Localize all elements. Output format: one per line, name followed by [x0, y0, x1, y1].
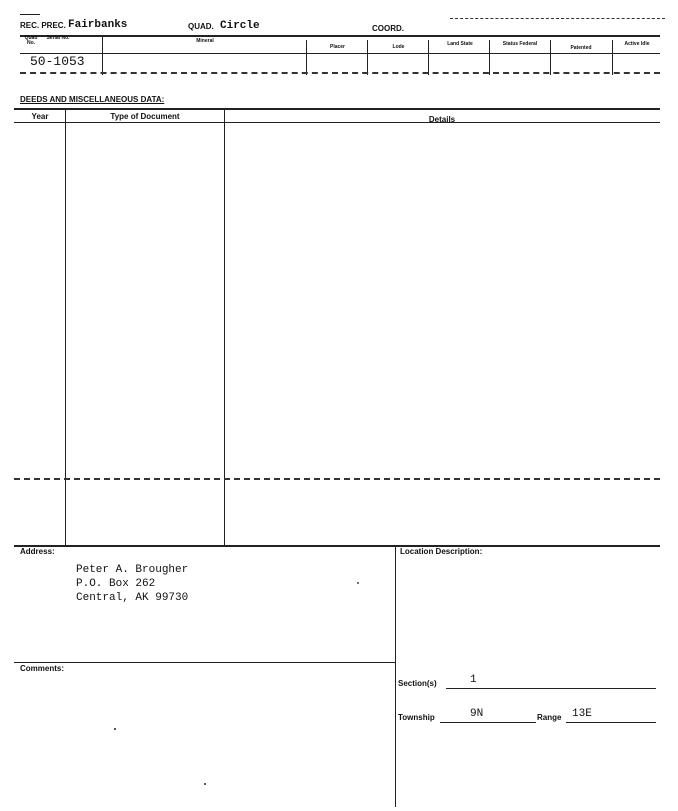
- vline-land: [428, 40, 429, 75]
- col-details: Details: [428, 115, 456, 124]
- township-underline: [440, 722, 536, 723]
- comments-label: Comments:: [20, 664, 65, 673]
- vline-status: [489, 40, 490, 75]
- location-description-label: Location Description:: [400, 547, 483, 556]
- rec-prec-value: Fairbanks: [68, 19, 128, 31]
- vline-year: [65, 108, 66, 546]
- col-serial-no: Serial No.: [46, 35, 70, 41]
- sections-value: 1: [470, 674, 477, 686]
- sections-label: Section(s): [398, 679, 437, 688]
- deeds-top-line: [14, 108, 660, 110]
- speck: [357, 582, 359, 584]
- quad-label: QUAD.: [188, 22, 214, 31]
- coord-label: COORD.: [372, 24, 404, 33]
- vline-mineral: [102, 35, 103, 75]
- subheader-line: [20, 53, 660, 54]
- deeds-dash-line: [14, 478, 660, 480]
- col-status-federal: Status Federal: [502, 41, 538, 47]
- col-type-of-document: Type of Document: [110, 112, 180, 121]
- col-active-idle: Active Idle: [624, 41, 650, 47]
- vline-placer: [306, 40, 307, 75]
- range-underline: [566, 722, 656, 723]
- quad-value: Circle: [220, 20, 260, 32]
- speck: [114, 728, 116, 730]
- vline-patented: [550, 40, 551, 75]
- rec-prec-label: REC. PREC.: [20, 21, 66, 30]
- vline-lode: [367, 40, 368, 75]
- top-dash-right: [450, 18, 665, 19]
- comments-top-line: [14, 662, 395, 663]
- deeds-header-line: [14, 122, 660, 123]
- col-quad-no: Quad No.: [24, 35, 38, 46]
- deeds-title: DEEDS AND MISCELLANEOUS DATA:: [20, 95, 165, 104]
- col-patented: Patented: [570, 45, 592, 51]
- address-line-3: Central, AK 99730: [76, 592, 189, 604]
- address-label: Address:: [20, 547, 55, 556]
- vline-active: [612, 40, 613, 75]
- township-value: 9N: [470, 708, 484, 720]
- col-land-state: Land State: [447, 41, 473, 47]
- serial-value: 50-1053: [30, 54, 85, 69]
- col-placer: Placer: [329, 44, 345, 50]
- range-value: 13E: [572, 708, 592, 720]
- col-lode: Lode: [392, 44, 405, 50]
- vline-address-location: [395, 545, 396, 807]
- address-line-2: P.O. Box 262: [76, 578, 156, 590]
- col-year: Year: [31, 112, 49, 121]
- header-line: [20, 35, 660, 37]
- speck: [204, 783, 206, 785]
- record-dash-line: [20, 72, 660, 74]
- deeds-bottom-line: [14, 545, 660, 547]
- sections-underline: [446, 688, 656, 689]
- range-label: Range: [537, 713, 562, 722]
- col-mineral: Mineral: [196, 38, 214, 44]
- vline-type: [224, 108, 225, 546]
- township-label: Township: [398, 713, 435, 722]
- address-line-1: Peter A. Brougher: [76, 564, 189, 576]
- top-mark: [20, 14, 40, 15]
